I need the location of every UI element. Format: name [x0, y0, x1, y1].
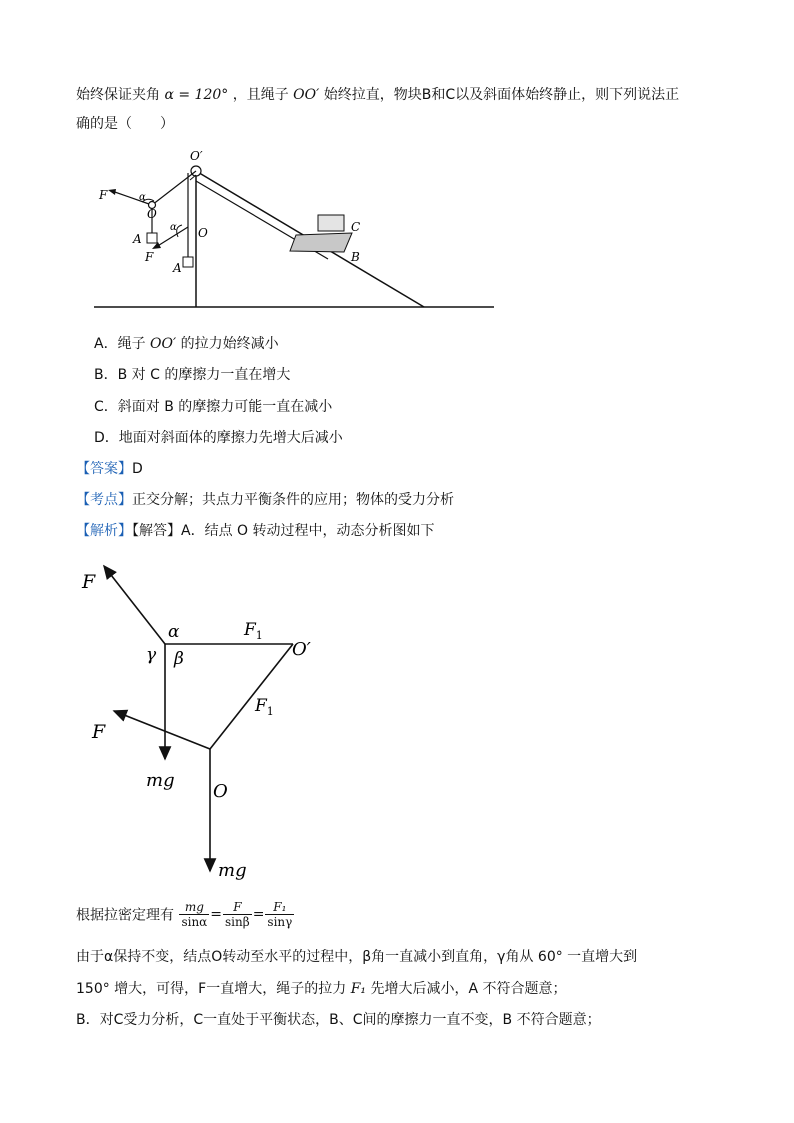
option-D: D．地面对斜面体的摩擦力先增大后减小 — [94, 430, 343, 446]
label-F-top: F — [99, 188, 108, 202]
fraction-F-sinbeta: $\frac{F}{\sin\beta}$ — [225, 900, 250, 929]
rope-top — [152, 171, 196, 205]
label-C: C — [351, 220, 361, 234]
segment-F1-slant — [210, 644, 293, 749]
figure-incline-diagram — [90, 145, 500, 315]
arrow-F-top — [104, 566, 165, 644]
label-F1-top-fd: $F_1$ — [244, 620, 263, 642]
label-O-prime-fd: O′ — [292, 639, 311, 660]
label-alpha-mid: α — [170, 222, 177, 233]
mass-A-top — [147, 233, 157, 243]
label-mg-left-fd: mg — [146, 770, 175, 791]
body-paragraph-1: 由于α保持不变，结点O转动至水平的过程中，β角一直减小到直角，γ角从 60° 一直增大到 — [76, 949, 638, 965]
label-O-fd: O — [213, 781, 228, 802]
label-F1-right-fd: $F_1$ — [255, 696, 274, 718]
option-B: B．B 对 C 的摩擦力一直在增大 — [94, 367, 291, 383]
body-paragraph-2: 150° 增大，可得，F一直增大，绳子的拉力 F₁ 先增大后减小，A 不符合题意； — [76, 981, 567, 997]
option-A: A．绳子 OO′ 的拉力始终减小 — [94, 336, 279, 352]
label-A-mid: A — [173, 261, 182, 275]
lami-line: 根据拉密定理有 $\frac{mg}{\sin\alpha}$ = $\frac{F}{\sin\beta}$ = $\frac{\text{F₁}}{\sin\gamma}$ — [76, 900, 293, 929]
question-stem-line1 — [76, 84, 679, 104]
label-gamma-fd: γ — [146, 645, 157, 665]
block-C — [318, 215, 344, 231]
question-stem-line2: 确的是（ ） — [76, 116, 174, 132]
arrow-F-left — [114, 711, 210, 749]
label-O-mid: O — [198, 226, 208, 240]
label-F-top-fd: F — [82, 571, 96, 593]
stem-text-c: 始终拉直，物块B和C以及斜面体始终静止，则下列说法正 — [323, 87, 680, 103]
label-A-top: A — [133, 232, 142, 246]
label-B: B — [351, 250, 360, 264]
label-beta-fd: β — [174, 649, 184, 669]
label-O-top: O — [147, 207, 157, 221]
fraction-mg-sinalpha: $\frac{mg}{\sin\alpha}$ — [181, 900, 208, 929]
body-paragraph-3: B．对C受力分析，C一直处于平衡状态，B、C间的摩擦力一直不变，B 不符合题意； — [76, 1012, 601, 1028]
figure-force-diagram — [70, 555, 360, 890]
label-alpha-fd: α — [168, 622, 180, 642]
mass-A-mid — [183, 257, 193, 267]
label-O-prime: O′ — [190, 149, 203, 163]
label-alpha-top: α — [139, 192, 146, 203]
fraction-F1-singamma: $\frac{\text{F₁}}{\sin\gamma}$ — [267, 900, 293, 929]
label-F-mid: F — [145, 250, 154, 264]
stem-text-b: ，且绳子 — [232, 87, 289, 103]
option-C: C．斜面对 B 的摩擦力可能一直在减小 — [94, 399, 333, 415]
label-mg-bottom-fd: mg — [218, 860, 247, 881]
label-F-left-fd: F — [92, 721, 106, 743]
stem-text-a: 始终保证夹角 — [76, 87, 160, 103]
rope-label: OO′ — [293, 87, 320, 103]
answer-line: 【答案】D — [76, 461, 143, 477]
analysis-line: 【解析】【解答】A．结点 O 转动过程中，动态分析图如下 — [76, 523, 435, 539]
topic-line: 【考点】正交分解；共点力平衡条件的应用；物体的受力分析 — [76, 492, 454, 508]
alpha-equation: α = 120° — [164, 87, 229, 103]
block-B — [290, 233, 352, 252]
